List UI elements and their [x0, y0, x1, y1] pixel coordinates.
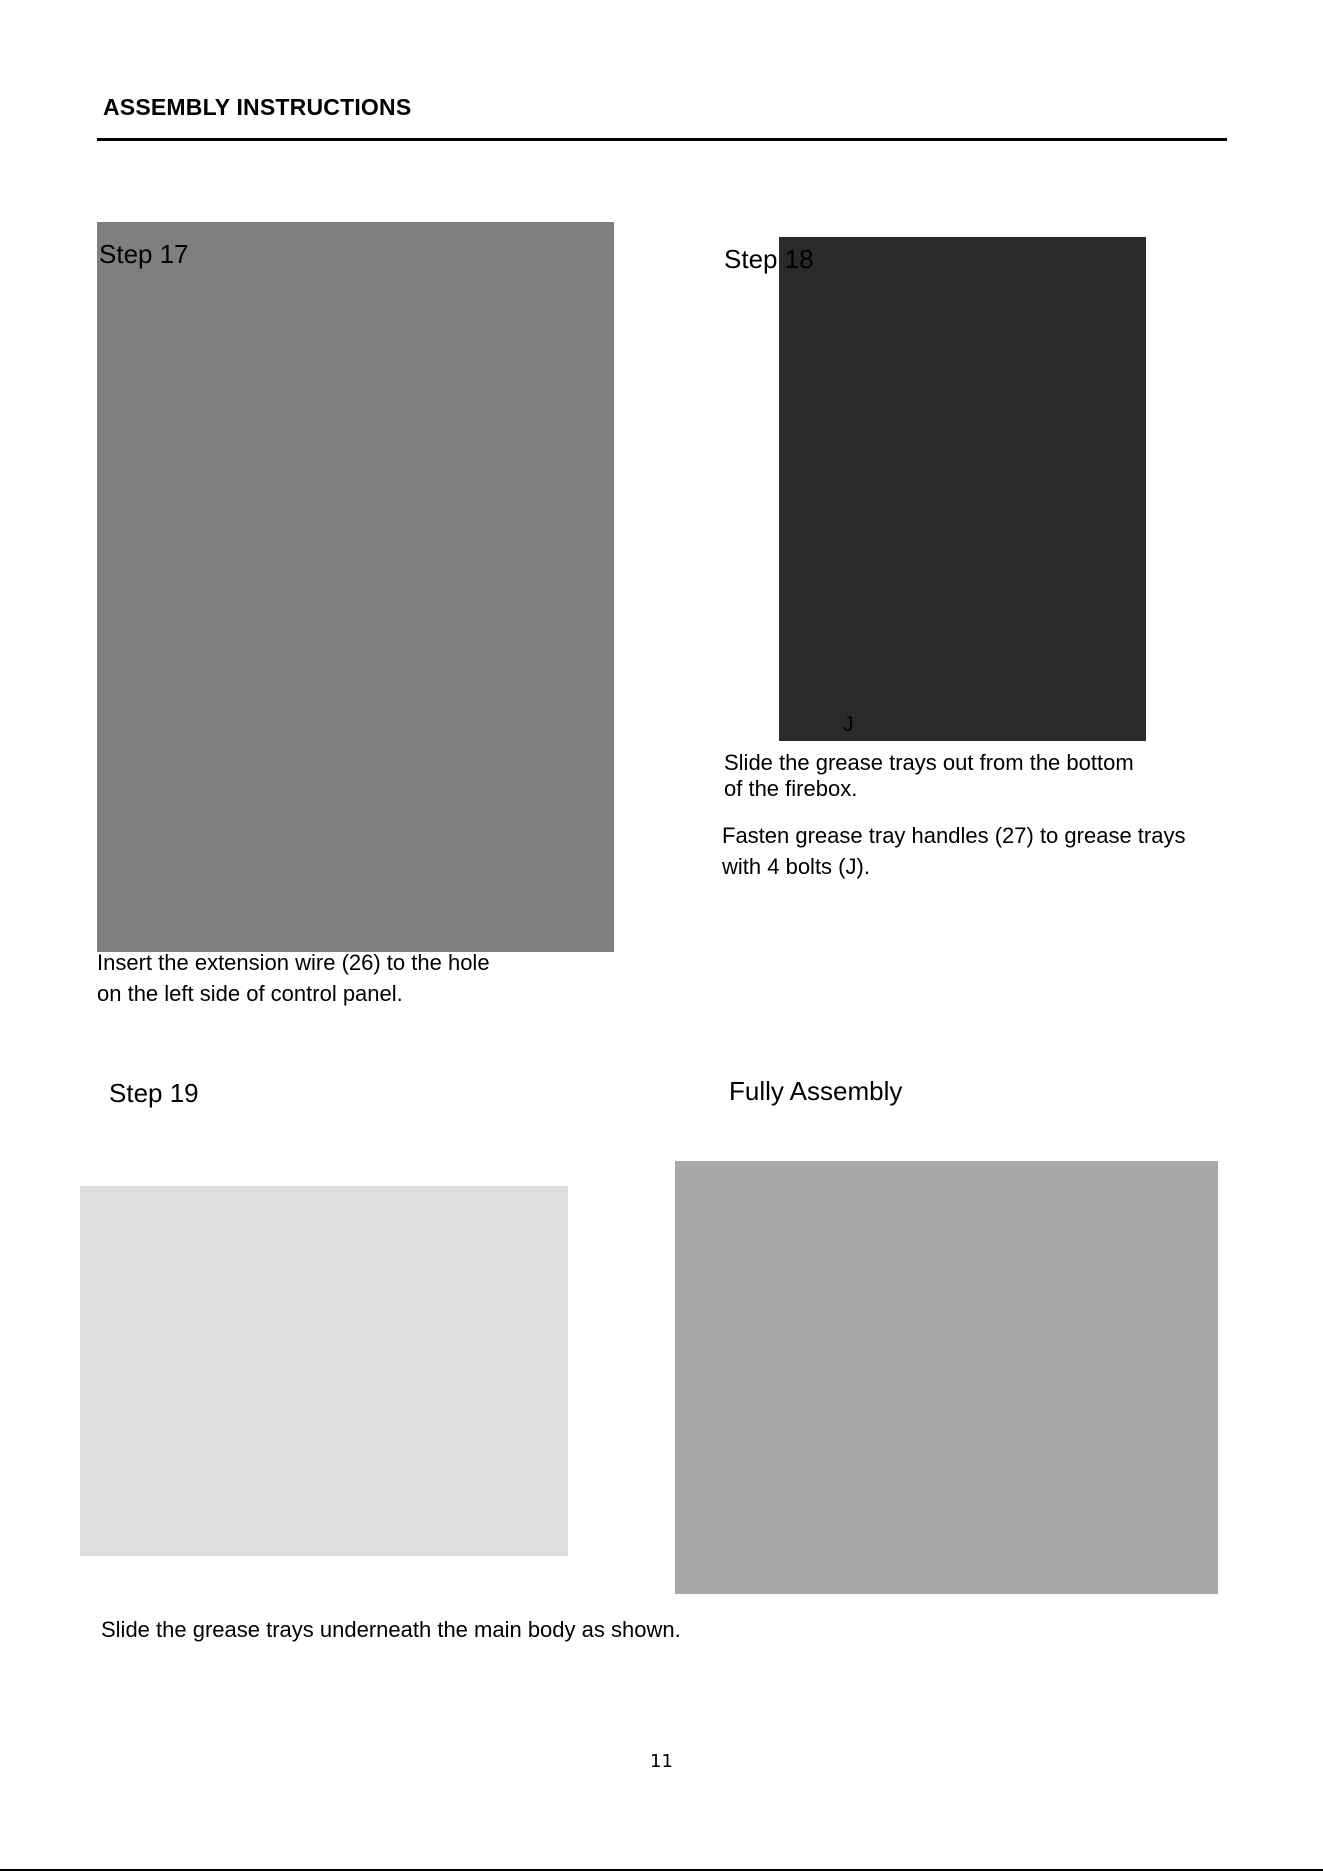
- full-assembly-label: Fully Assembly: [729, 1076, 903, 1106]
- step-18-instructions-2: [722, 820, 1185, 882]
- footer-divider: [0, 1869, 1323, 1871]
- step-18-line-4: with 4 bolts (J).: [722, 854, 870, 879]
- page-number: 11: [650, 1751, 673, 1772]
- step-17-instructions: [97, 947, 490, 1009]
- step-19-label: Step 19: [109, 1078, 199, 1108]
- step-19-illustration: [80, 1186, 568, 1556]
- step-18-label: Step 18: [724, 244, 814, 274]
- step-17-label: Step 17: [99, 239, 189, 269]
- page-header-title: ASSEMBLY INSTRUCTIONS: [103, 94, 412, 120]
- step-19-instructions: [101, 1614, 681, 1645]
- step-18-line-2: of the firebox.: [724, 776, 858, 801]
- step-19-line-1: Slide the grease trays underneath the main body as shown.: [101, 1617, 681, 1642]
- step-17-line-1: Insert the extension wire (26) to the hole: [97, 950, 490, 975]
- step-18-illustration: [779, 237, 1146, 741]
- full-assembly-illustration: [675, 1161, 1218, 1594]
- header-divider: [97, 138, 1227, 141]
- step-18-instructions-1: [724, 750, 1134, 802]
- step-18-line-3: Fasten grease tray handles (27) to grease trays: [722, 823, 1186, 848]
- step-18-line-1: Slide the grease trays out from the bottom: [724, 750, 1134, 775]
- step-17-illustration: [97, 222, 614, 952]
- step-17-line-2: on the left side of control panel.: [97, 981, 403, 1006]
- bolt-j-callout: J: [843, 713, 854, 736]
